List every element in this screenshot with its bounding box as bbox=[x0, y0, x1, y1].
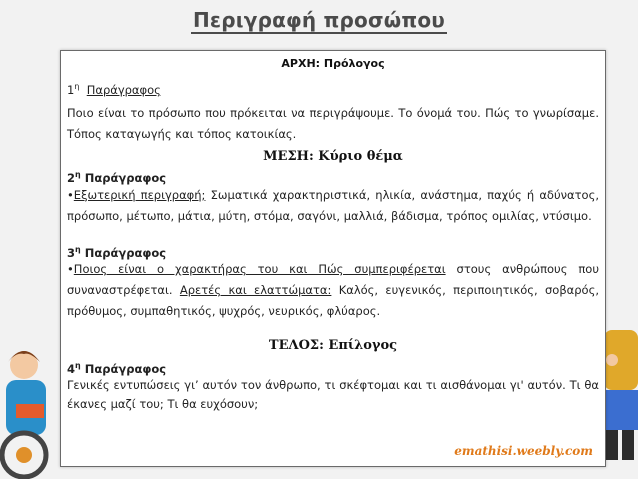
character-lead: Ποιος είναι ο χαρακτήρας του και Πώς συμπεριφέρεται bbox=[73, 262, 446, 277]
paragraph-1-label: $1^\eta$ Παράγραφος bbox=[67, 82, 161, 97]
paragraph-4-label: $4^\eta$ Παράγραφος bbox=[67, 361, 167, 377]
virtues-flaws-lead: Αρετές και ελαττώματα: bbox=[179, 283, 332, 298]
paragraph-2-text: •Εξωτερική περιγραφή; Σωματικά χαρακτηριστικά, ηλικία, ανάστημα, παχύς ή αδύνατος, πρόσωπο, μέτωπο, μάτια, μύτη, στόμα, σαγόνι, μαλλιά, βάδισμα, τρόπος ομιλίας, ντύσιμο. bbox=[67, 187, 599, 223]
site-signature: emathisi.weebly.com bbox=[454, 444, 593, 458]
paragraph-4-text: Γενικές εντυπώσεις γι’ αυτόν τον άνθρωπο, τι σκέφτομαι και τι αισθάνομαι γι' αυτόν. Τι θα έκανες μαζί του; Τι θα ευχόσουν; bbox=[67, 378, 599, 412]
right-figure-hand bbox=[606, 354, 618, 366]
paragraph-3-label: $3^\eta$ Παράγραφος bbox=[67, 244, 167, 260]
intro-heading: ΑΡΧΗ: Πρόλογος bbox=[281, 57, 385, 70]
page-title: Περιγραφή προσώπου bbox=[192, 8, 445, 32]
end-heading: ΤΕΛΟΣ: Επίλογος bbox=[268, 338, 398, 354]
paragraph-1-text: Ποιο είναι το πρόσωπο που πρόκειται να περιγράψουμε. Το όνομά του. Πώς το γνωρίσαμε. Τόπος καταγωγής και τόπος κατοικίας. bbox=[67, 105, 599, 141]
paragraph-2-label: $2^\eta$ Παράγραφος bbox=[67, 169, 167, 185]
body-heading: ΜΕΣΗ: Κύριο θέμα bbox=[263, 148, 403, 164]
content-card bbox=[60, 50, 606, 467]
external-description-lead: Εξωτερική περιγραφή; bbox=[73, 187, 206, 202]
paragraph-3-text: •Ποιος είναι ο χαρακτήρας του και Πώς συμπεριφέρεται στους ανθρώπους που συναναστρέφεται. Αρετές και ελαττώματα: Καλός, ευγενικός, περιποιητικός, σοβαρός, πρόθυμος, συμπαθητικός, ψυχρός, νευρικός, φλύαρος. bbox=[67, 262, 599, 319]
